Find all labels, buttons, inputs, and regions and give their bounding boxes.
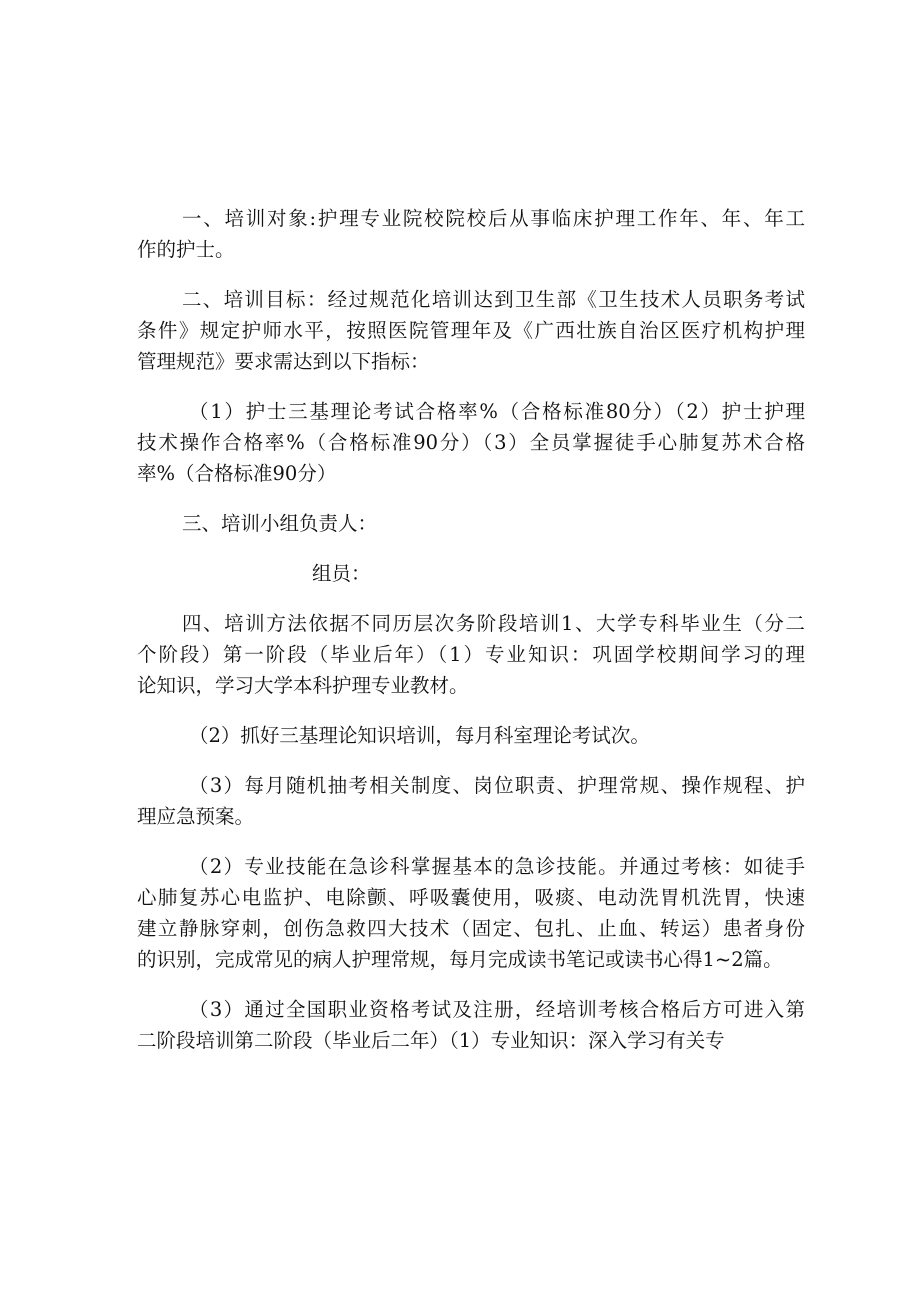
text-line: （1）护士三基理论考试合格率%（合格标准80分）（2）护士护理 <box>189 400 805 423</box>
text-line: 建立静脉穿刺，创伤急救四大技术（固定、包扎、止血、转运）患者身份 <box>137 917 805 940</box>
text-line: 二阶段培训第二阶段（毕业后二年）（1）专业知识：深入学习有关专 <box>137 1029 725 1052</box>
text-line: （2）抓好三基理论知识培训，每月科室理论考试次。 <box>189 724 650 747</box>
text-line: 的识别，完成常见的病人护理常规，每月完成读书笔记或读书心得1~2篇。 <box>137 948 783 971</box>
paragraph-indicators <box>137 396 805 489</box>
paragraph-random-check <box>137 770 805 832</box>
text-line: 一、培训对象:护理专业院校院校后从事临床护理工作年、年、年工 <box>182 207 805 230</box>
paragraph-training-target <box>137 203 805 265</box>
paragraph-professional-skills <box>137 851 805 975</box>
text-line: 条件》规定护师水平，按照医院管理年及《广西壮族自治区医疗机构护理 <box>137 319 805 342</box>
text-line: 个阶段）第一阶段（毕业后年）（1）专业知识：巩固学校期间学习的理 <box>137 643 805 666</box>
paragraph-group-leader <box>137 508 805 539</box>
paragraph-training-goal <box>137 284 805 377</box>
text-line: 四、培训方法依据不同历层次务阶段培训1、大学专科毕业生（分二 <box>182 612 805 635</box>
text-line: 率%（合格标准90分） <box>137 462 337 485</box>
text-line: 管理规范》要求需达到以下指标： <box>137 350 430 373</box>
paragraph-qualification-exam <box>137 994 805 1056</box>
text-line: 二、培训目标：经过规范化培训达到卫生部《卫生技术人员职务考试 <box>182 288 805 311</box>
text-line: 三、培训小组负责人： <box>182 512 378 535</box>
document-body <box>137 203 805 1056</box>
text-line: 技术操作合格率%（合格标准90分）（3）全员掌握徒手心肺复苏术合格 <box>137 431 805 454</box>
paragraph-theory-exam <box>137 720 805 751</box>
text-line: （3）每月随机抽考相关制度、岗位职责、护理常规、操作规程、护 <box>189 774 805 797</box>
text-line: 理应急预案。 <box>137 805 255 828</box>
text-line: 组员： <box>312 562 371 585</box>
text-line: 心肺复苏心电监护、电除颤、呼吸囊使用，吸痰、电动洗胃机洗胃，快速 <box>137 886 805 909</box>
text-line: 论知识，学习大学本科护理专业教材。 <box>137 674 469 697</box>
text-line: 作的护士。 <box>137 238 235 261</box>
text-line: （3）通过全国职业资格考试及注册，经培训考核合格后方可进入第 <box>189 998 805 1021</box>
paragraph-training-method <box>137 608 805 701</box>
paragraph-group-members <box>137 558 805 589</box>
text-line: （2）专业技能在急诊科掌握基本的急诊技能。并通过考核：如徒手 <box>189 855 805 878</box>
